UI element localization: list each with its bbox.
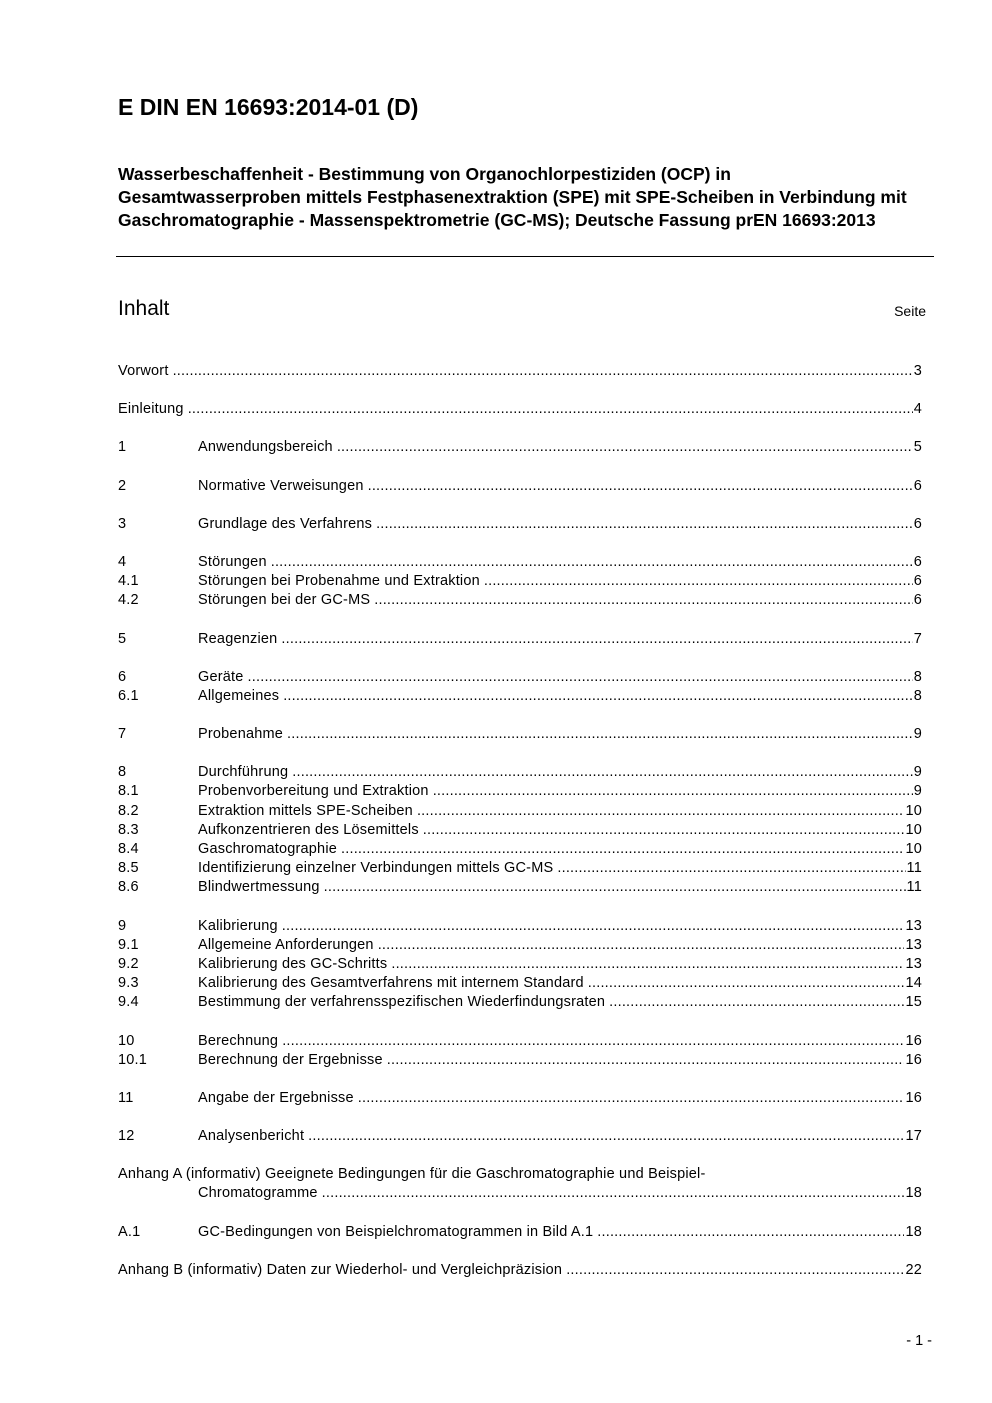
toc-entry-number: 8.3 xyxy=(118,821,139,838)
toc-entry-8-6[interactable] xyxy=(118,878,922,897)
toc-leader xyxy=(378,936,905,955)
toc-entry-page: 18 xyxy=(905,1185,922,1202)
toc-entry-title-continued: Chromatogramme xyxy=(198,1185,318,1202)
toc-entry-page: 22 xyxy=(905,1261,922,1278)
toc-entry-title: Störungen xyxy=(198,553,267,570)
toc-entry-number: 8.6 xyxy=(118,879,139,896)
toc-page-column-label: Seite xyxy=(894,303,926,319)
toc-entry-title: Durchführung xyxy=(198,764,289,781)
toc-entry-number: 5 xyxy=(118,630,127,647)
toc-entry-page: 11 xyxy=(906,860,922,877)
toc-entry-title: Reagenzien xyxy=(198,630,278,647)
toc-entry-9-1[interactable] xyxy=(118,936,922,955)
toc-entry-page: 16 xyxy=(905,1089,922,1106)
toc-entry-number: 12 xyxy=(118,1128,135,1145)
toc-leader xyxy=(588,974,905,993)
toc-leader xyxy=(337,438,913,457)
toc-entry-title: Einleitung xyxy=(118,401,184,418)
toc-entry-page: 9 xyxy=(913,783,922,800)
toc-entry-title: Anhang A (informativ) Geeignete Bedingungen für die Gaschromatographie und Beispiel- xyxy=(118,1166,706,1183)
toc-entry-title: Analysenbericht xyxy=(198,1128,305,1145)
toc-entry-number: 10.1 xyxy=(118,1051,148,1068)
toc-entry-4-2[interactable] xyxy=(118,591,922,610)
toc-entry-page: 4 xyxy=(913,401,922,418)
toc-leader xyxy=(374,591,912,610)
toc-entry-page: 15 xyxy=(905,994,922,1011)
toc-entry-title: Extraktion mittels SPE-Scheiben xyxy=(198,802,413,819)
toc-entry-page: 6 xyxy=(913,553,922,570)
toc-entry-number: 8.5 xyxy=(118,860,139,877)
toc-entry-title: Angabe der Ergebnisse xyxy=(198,1089,354,1106)
toc-entry-page: 17 xyxy=(905,1128,922,1145)
toc-entry-number: 1 xyxy=(118,439,127,456)
toc-entry-title: Kalibrierung xyxy=(198,917,278,934)
toc-entry-title: Berechnung xyxy=(198,1032,279,1049)
toc-entry-page: 10 xyxy=(905,802,922,819)
toc-entry-10-1[interactable] xyxy=(118,1051,922,1070)
toc-entry-title: Berechnung der Ergebnisse xyxy=(198,1051,383,1068)
toc-leader xyxy=(368,477,913,496)
toc-entry-page: 16 xyxy=(905,1032,922,1049)
toc-leader xyxy=(281,630,912,649)
toc-entry-page: 8 xyxy=(913,668,922,685)
toc-entry-8-4[interactable] xyxy=(118,840,922,859)
toc-entry-1[interactable] xyxy=(118,438,922,457)
toc-leader xyxy=(597,1223,904,1242)
toc-entry-page: 6 xyxy=(913,515,922,532)
toc-entry-number: 8.1 xyxy=(118,783,139,800)
toc-entry-title: Gaschromatographie xyxy=(198,841,338,857)
toc-leader xyxy=(484,572,913,591)
toc-entry-number: 4.2 xyxy=(118,592,139,609)
toc-entry-number: 4.1 xyxy=(118,573,139,590)
toc-entry-anhang-a[interactable] xyxy=(118,1165,922,1184)
document-id: E DIN EN 16693:2014-01 (D) xyxy=(118,94,419,120)
toc-leader xyxy=(308,1127,904,1146)
toc-entry-title: Vorwort xyxy=(118,363,169,379)
toc-leader xyxy=(271,553,913,572)
toc-leader xyxy=(287,725,913,744)
table-of-contents xyxy=(118,362,922,1280)
toc-entry-title: Allgemeine Anforderungen xyxy=(198,936,374,953)
toc-entry-title: Bestimmung der verfahrensspezifischen Wiederfindungsraten xyxy=(198,994,606,1011)
toc-entry-page: 6 xyxy=(913,592,922,609)
toc-entry-title: Probenahme xyxy=(198,726,284,743)
toc-entry-8-1[interactable] xyxy=(118,782,922,801)
toc-entry-page: 10 xyxy=(905,821,922,838)
toc-entry-page: 9 xyxy=(913,764,922,781)
toc-leader xyxy=(188,400,913,419)
toc-entry-number: 10 xyxy=(118,1032,135,1049)
toc-entry-page: 13 xyxy=(905,936,922,953)
page-number: - 1 - xyxy=(906,1333,932,1349)
toc-entry-page: 13 xyxy=(905,955,922,972)
toc-entry-8-2[interactable] xyxy=(118,802,922,821)
toc-leader xyxy=(423,821,905,840)
toc-entry-number: 4 xyxy=(118,553,127,570)
toc-entry-page: 6 xyxy=(913,477,922,494)
toc-leader xyxy=(341,840,904,859)
toc-entry-9[interactable] xyxy=(118,917,922,936)
title-underline xyxy=(116,256,934,257)
toc-entry-title: GC-Bedingungen von Beispielchromatogrammen in Bild A.1 xyxy=(198,1223,594,1240)
toc-entry-einleitung[interactable] xyxy=(118,400,922,419)
toc-entry-number: 6.1 xyxy=(118,687,139,704)
toc-entry-vorwort[interactable] xyxy=(118,362,922,381)
toc-leader xyxy=(324,878,906,897)
toc-entry-title: Anwendungsbereich xyxy=(198,439,333,456)
toc-entry-title: Anhang B (informativ) Daten zur Wiederhol- und Vergleichpräzision xyxy=(118,1261,563,1278)
toc-leader xyxy=(376,515,913,534)
toc-entry-5[interactable] xyxy=(118,630,922,649)
toc-heading: Inhalt xyxy=(118,297,170,320)
toc-entry-8-5[interactable] xyxy=(118,859,922,878)
toc-entry-number: 8 xyxy=(118,764,127,781)
toc-entry-title: Normative Verweisungen xyxy=(198,477,364,494)
toc-entry-page: 10 xyxy=(905,841,922,857)
toc-leader xyxy=(292,763,912,782)
toc-entry-3[interactable] xyxy=(118,515,922,534)
toc-entry-a-1[interactable] xyxy=(118,1223,922,1242)
toc-entry-title: Blindwertmessung xyxy=(198,879,320,896)
toc-entry-page: 8 xyxy=(913,687,922,704)
toc-entry-anhang-b[interactable] xyxy=(118,1261,922,1280)
toc-entry-9-4[interactable] xyxy=(118,993,922,1012)
toc-leader xyxy=(173,362,913,381)
toc-entry-7[interactable] xyxy=(118,725,922,744)
toc-entry-number: A.1 xyxy=(118,1223,141,1240)
toc-entry-8-3[interactable] xyxy=(118,821,922,840)
toc-entry-number: 9 xyxy=(118,917,127,934)
toc-entry-number: 3 xyxy=(118,515,127,532)
toc-entry-page: 9 xyxy=(913,726,922,743)
toc-entry-11[interactable] xyxy=(118,1089,922,1108)
toc-entry-10[interactable] xyxy=(118,1032,922,1051)
toc-entry-number: 9.3 xyxy=(118,975,139,992)
toc-entry-number: 9.2 xyxy=(118,955,139,972)
toc-leader xyxy=(391,955,904,974)
toc-entry-page: 18 xyxy=(905,1223,922,1240)
toc-leader xyxy=(566,1261,904,1280)
toc-entry-page: 11 xyxy=(906,879,922,896)
toc-entry-4-1[interactable] xyxy=(118,572,922,591)
toc-leader xyxy=(433,782,913,801)
toc-leader xyxy=(282,1032,904,1051)
toc-entry-title: Kalibrierung des GC-Schritts xyxy=(198,955,388,972)
toc-entry-title: Kalibrierung des Gesamtverfahrens mit internem Standard xyxy=(198,975,584,992)
toc-entry-4[interactable] xyxy=(118,553,922,572)
toc-entry-title: Geräte xyxy=(198,668,244,685)
toc-entry-number: 9.1 xyxy=(118,936,139,953)
toc-entry-8[interactable] xyxy=(118,763,922,782)
toc-entry-12[interactable] xyxy=(118,1127,922,1146)
toc-leader xyxy=(358,1089,905,1108)
toc-entry-number: 2 xyxy=(118,477,127,494)
toc-entry-title: Allgemeines xyxy=(198,687,280,704)
toc-entry-page: 16 xyxy=(905,1051,922,1068)
toc-entry-number: 7 xyxy=(118,726,127,743)
toc-leader xyxy=(248,668,913,687)
toc-entry-title: Probenvorbereitung und Extraktion xyxy=(198,783,429,800)
toc-entry-6[interactable] xyxy=(118,668,922,687)
toc-entry-page: 3 xyxy=(913,363,922,379)
toc-leader xyxy=(282,917,905,936)
toc-entry-6-1[interactable] xyxy=(118,687,922,706)
toc-entry-2[interactable] xyxy=(118,477,922,496)
toc-entry-title: Störungen bei Probenahme und Extraktion xyxy=(198,573,480,590)
toc-leader xyxy=(283,687,913,706)
toc-entry-number: 6 xyxy=(118,668,127,685)
toc-leader xyxy=(417,802,905,821)
toc-entry-number: 11 xyxy=(118,1089,134,1106)
toc-entry-anhang-a-continued[interactable] xyxy=(118,1184,922,1203)
toc-entry-9-2[interactable] xyxy=(118,955,922,974)
document-title: Wasserbeschaffenheit - Bestimmung von Organochlorpestiziden (OCP) in Gesamtwasserproben mittels Festphasenextraktion (SPE) mit SPE-Scheiben in Verbindung mit Gaschromatographie - Massenspektrometrie (GC-MS); Deutsche Fassung prEN 16693:2013 xyxy=(118,164,907,230)
toc-entry-page: 14 xyxy=(905,975,922,992)
toc-entry-title: Störungen bei der GC-MS xyxy=(198,592,371,609)
toc-entry-title: Aufkonzentrieren des Lösemittels xyxy=(198,821,419,838)
toc-entry-title: Identifizierung einzelner Verbindungen mittels GC-MS xyxy=(198,860,554,877)
toc-entry-page: 6 xyxy=(913,573,922,590)
toc-entry-page: 13 xyxy=(905,917,922,934)
toc-entry-title: Grundlage des Verfahrens xyxy=(198,515,373,532)
toc-leader xyxy=(322,1184,905,1203)
toc-leader xyxy=(609,993,904,1012)
toc-entry-page: 5 xyxy=(913,439,922,456)
toc-leader xyxy=(557,859,905,878)
toc-entry-9-3[interactable] xyxy=(118,974,922,993)
toc-entry-number: 9.4 xyxy=(118,994,139,1011)
toc-entry-number: 8.4 xyxy=(118,841,139,857)
toc-leader xyxy=(387,1051,905,1070)
toc-entry-page: 7 xyxy=(913,630,922,647)
toc-entry-number: 8.2 xyxy=(118,802,139,819)
